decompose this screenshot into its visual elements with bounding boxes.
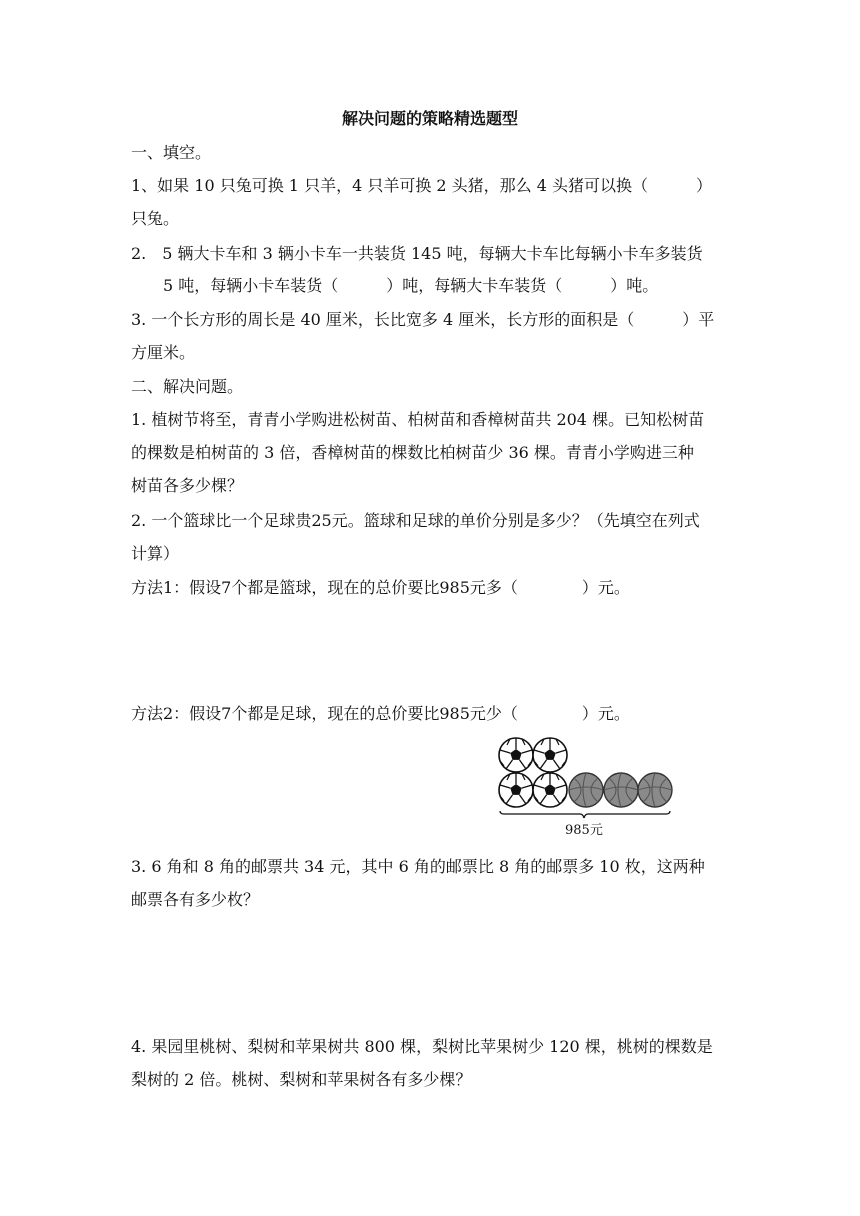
soccer-ball-icon xyxy=(533,738,567,772)
section-heading-fill-blank: 一、填空。 xyxy=(131,143,212,162)
question-2-line-2: 5 吨，每辆小卡车装货（ ）吨，每辆大卡车装货（ ）吨。 xyxy=(131,276,659,295)
balls-figure xyxy=(490,733,680,821)
question-1-line-2: 只兔。 xyxy=(131,209,180,228)
question-1-line-1: 1、如果 10 只兔可换 1 只羊，4 只羊可换 2 头猪，那么 4 头猪可以换（ ） xyxy=(131,176,713,195)
question-2-line-1: 2. 5 辆大卡车和 3 辆小卡车一共装货 145 吨，每辆大卡车比每辆小卡车多装货 xyxy=(131,244,703,263)
soccer-ball-icon xyxy=(499,773,533,807)
basketball-icon xyxy=(569,773,603,807)
problem-1-line-1: 1. 植树节将至，青青小学购进松树苗、柏树苗和香樟树苗共 204 棵。已知松树苗 xyxy=(131,410,705,429)
total-price-label: 985元 xyxy=(565,823,603,838)
problem-4-line-1: 4. 果园里桃树、梨树和苹果树共 800 棵，梨树比苹果树少 120 棵，桃树的棵数是 xyxy=(131,1037,713,1056)
problem-4-line-2: 梨树的 2 倍。桃树、梨树和苹果树各有多少棵？ xyxy=(131,1070,472,1089)
section-heading-solve: 二、解决问题。 xyxy=(131,377,244,396)
question-3-line-1: 3. 一个长方形的周长是 40 厘米，长比宽多 4 厘米，长方形的面积是（ ）平 xyxy=(131,310,715,329)
method-1-line: 方法1：假设7个都是篮球，现在的总价要比985元多（ ）元。 xyxy=(131,578,630,597)
problem-3-line-2: 邮票各有多少枚？ xyxy=(131,890,260,909)
soccer-ball-icon xyxy=(533,773,567,807)
problem-2-line-2: 计算） xyxy=(131,544,180,563)
problem-1-line-3: 树苗各多少棵？ xyxy=(131,476,244,495)
total-brace xyxy=(500,811,670,818)
basketball-icon xyxy=(604,773,638,807)
page-title: 解决问题的策略精选题型 xyxy=(341,109,518,128)
basketball-icon xyxy=(638,773,672,807)
soccer-ball-icon xyxy=(499,738,533,772)
question-3-line-2: 方厘米。 xyxy=(131,343,196,362)
method-2-line: 方法2：假设7个都是足球，现在的总价要比985元少（ ）元。 xyxy=(131,704,630,723)
problem-1-line-2: 的棵数是柏树苗的 3 倍，香樟树苗的棵数比柏树苗少 36 棵。青青小学购进三种 xyxy=(131,443,694,462)
problem-2-line-1: 2. 一个篮球比一个足球贵25元。篮球和足球的单价分别是多少？（先填空在列式 xyxy=(131,511,700,530)
problem-3-line-1: 3. 6 角和 8 角的邮票共 34 元，其中 6 角的邮票比 8 角的邮票多 10 枚，这两种 xyxy=(131,857,705,876)
